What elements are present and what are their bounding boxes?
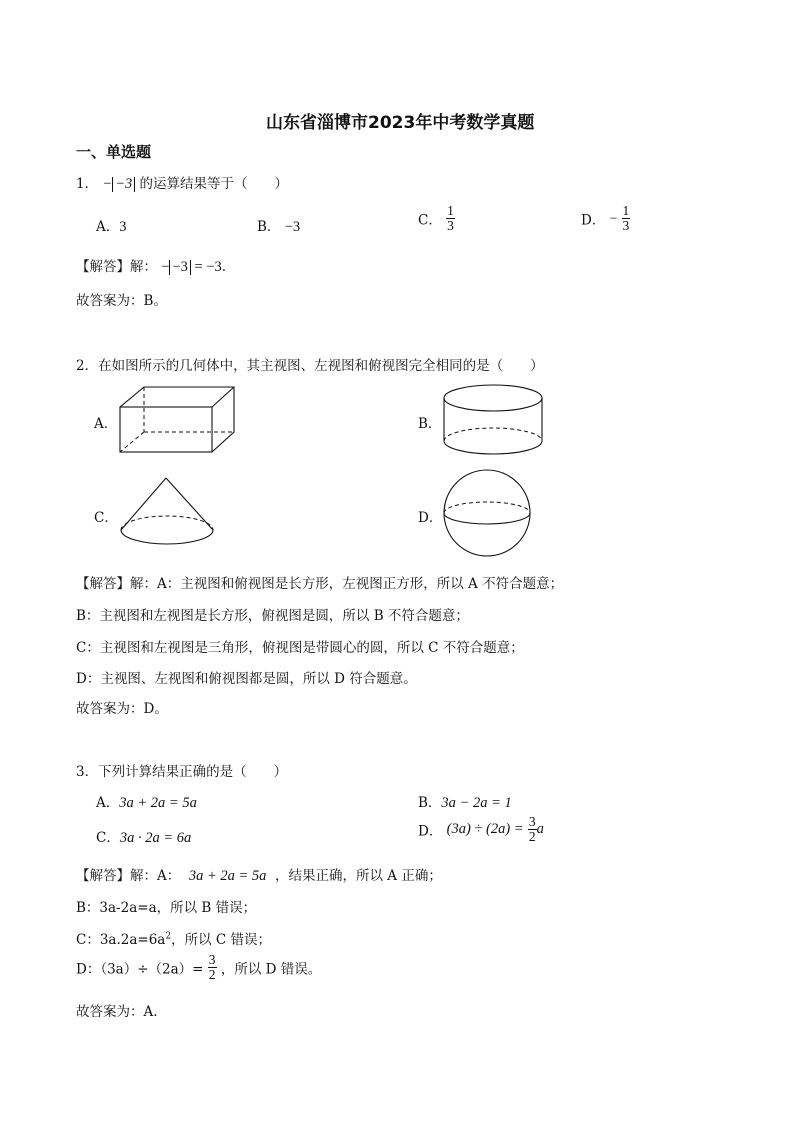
question-text: 下列计算结果正确的是（ ） bbox=[98, 764, 288, 780]
option-b[interactable] bbox=[418, 791, 512, 812]
option-a[interactable]: A． bbox=[94, 416, 118, 432]
page-title: 山东省淄博市2023年中考数学真题 bbox=[266, 113, 535, 133]
question-3-stem bbox=[76, 760, 287, 780]
cone-figure bbox=[118, 476, 216, 548]
q3-answer-line-d: D：（3a）÷（2a）= $\frac{3}{2}$ ，所以 D 错误。 bbox=[76, 952, 322, 983]
q2-final-answer: 故答案为：D。 bbox=[76, 701, 168, 717]
option-letter: C． bbox=[96, 830, 120, 846]
option-value: 3 bbox=[119, 219, 127, 235]
option-c[interactable] bbox=[418, 204, 455, 233]
option-d[interactable] bbox=[581, 204, 630, 233]
math-expression: 3a + 2a = 5a bbox=[188, 868, 267, 884]
question-number: 2． bbox=[76, 358, 99, 374]
q2-solution-line-1: 【解答】解：A：主视图和俯视图是长方形，左视图正方形，所以 A 不符合题意； bbox=[76, 576, 564, 592]
option-letter: B． bbox=[257, 219, 281, 235]
question-number: 1． bbox=[76, 176, 99, 192]
fraction: $\frac{3}{2}$ bbox=[528, 814, 536, 845]
option-letter: B． bbox=[418, 795, 442, 811]
option-d[interactable]: D． bbox=[418, 510, 443, 526]
option-a[interactable] bbox=[96, 791, 197, 812]
option-value: 3a · 2a = 6a bbox=[119, 830, 192, 846]
q1-answer: 【解答】解： − −3 = −3. bbox=[76, 259, 227, 275]
fraction: $\frac{1}{3}$ bbox=[447, 203, 454, 234]
section-heading: 一、单选题 bbox=[76, 143, 152, 161]
question-2-stem bbox=[76, 354, 544, 374]
q3-answer-line-a: 【解答】解：A： 3a + 2a = 5a ，结果正确，所以 A 正确； bbox=[76, 868, 442, 884]
option-letter: C． bbox=[418, 212, 442, 229]
cylinder-figure bbox=[442, 383, 544, 457]
answer-prefix: 【解答】解： bbox=[76, 259, 157, 275]
option-c[interactable] bbox=[96, 826, 191, 847]
option-value: −3 bbox=[284, 219, 301, 235]
option-value: (3a) ÷ (2a) = bbox=[446, 821, 524, 838]
option-d[interactable]: D． (3a) ÷ (2a) = $\frac{3}{2}$ a bbox=[418, 814, 544, 845]
option-a[interactable] bbox=[96, 215, 127, 236]
option-b[interactable] bbox=[257, 215, 300, 236]
option-letter: D． bbox=[581, 212, 606, 229]
fraction: $\frac{1}{3}$ bbox=[622, 203, 630, 234]
cuboid-figure bbox=[118, 386, 238, 454]
math-expression: − −3 = −3 bbox=[161, 259, 222, 275]
option-b[interactable]: B． bbox=[418, 416, 442, 432]
fraction: $\frac{3}{2}$ bbox=[208, 952, 216, 983]
question-number: 3． bbox=[76, 764, 99, 780]
q2-solution-line-4: D：主视图、左视图和俯视图都是圆，所以 D 符合题意。 bbox=[76, 671, 417, 687]
option-value: 3a − 2a = 1 bbox=[441, 795, 512, 811]
q2-solution-line-3: C：主视图和左视图是三角形，俯视图是带圆心的圆，所以 C 不符合题意； bbox=[76, 640, 524, 656]
option-c[interactable]: C． bbox=[94, 510, 118, 526]
option-letter: A． bbox=[96, 795, 120, 811]
option-letter: D． bbox=[418, 823, 443, 840]
q1-final-answer: 故答案为：B。 bbox=[76, 293, 167, 309]
question-text: 在如图所示的几何体中，其主视图、左视图和俯视图完全相同的是（ ） bbox=[98, 358, 544, 374]
minus-sign: − bbox=[609, 210, 618, 226]
sphere-figure bbox=[443, 469, 533, 559]
q2-solution-line-2: B：主视图和左视图是长方形，俯视图是圆，所以 B 不符合题意； bbox=[76, 608, 469, 624]
option-value: 3a + 2a = 5a bbox=[119, 795, 197, 811]
option-letter: A． bbox=[96, 219, 120, 235]
math-expression: − −3 bbox=[102, 176, 135, 192]
q3-final-answer: 故答案为：A. bbox=[76, 1004, 158, 1020]
q3-answer-line-b: B：3a-2a=a，所以 B 错误； bbox=[76, 900, 257, 916]
question-text: 的运算结果等于（ ） bbox=[139, 176, 289, 192]
question-1-stem bbox=[76, 172, 288, 193]
q3-answer-line-c: C：$3a.2a=6a^2$，所以 C 错误； bbox=[76, 931, 272, 948]
